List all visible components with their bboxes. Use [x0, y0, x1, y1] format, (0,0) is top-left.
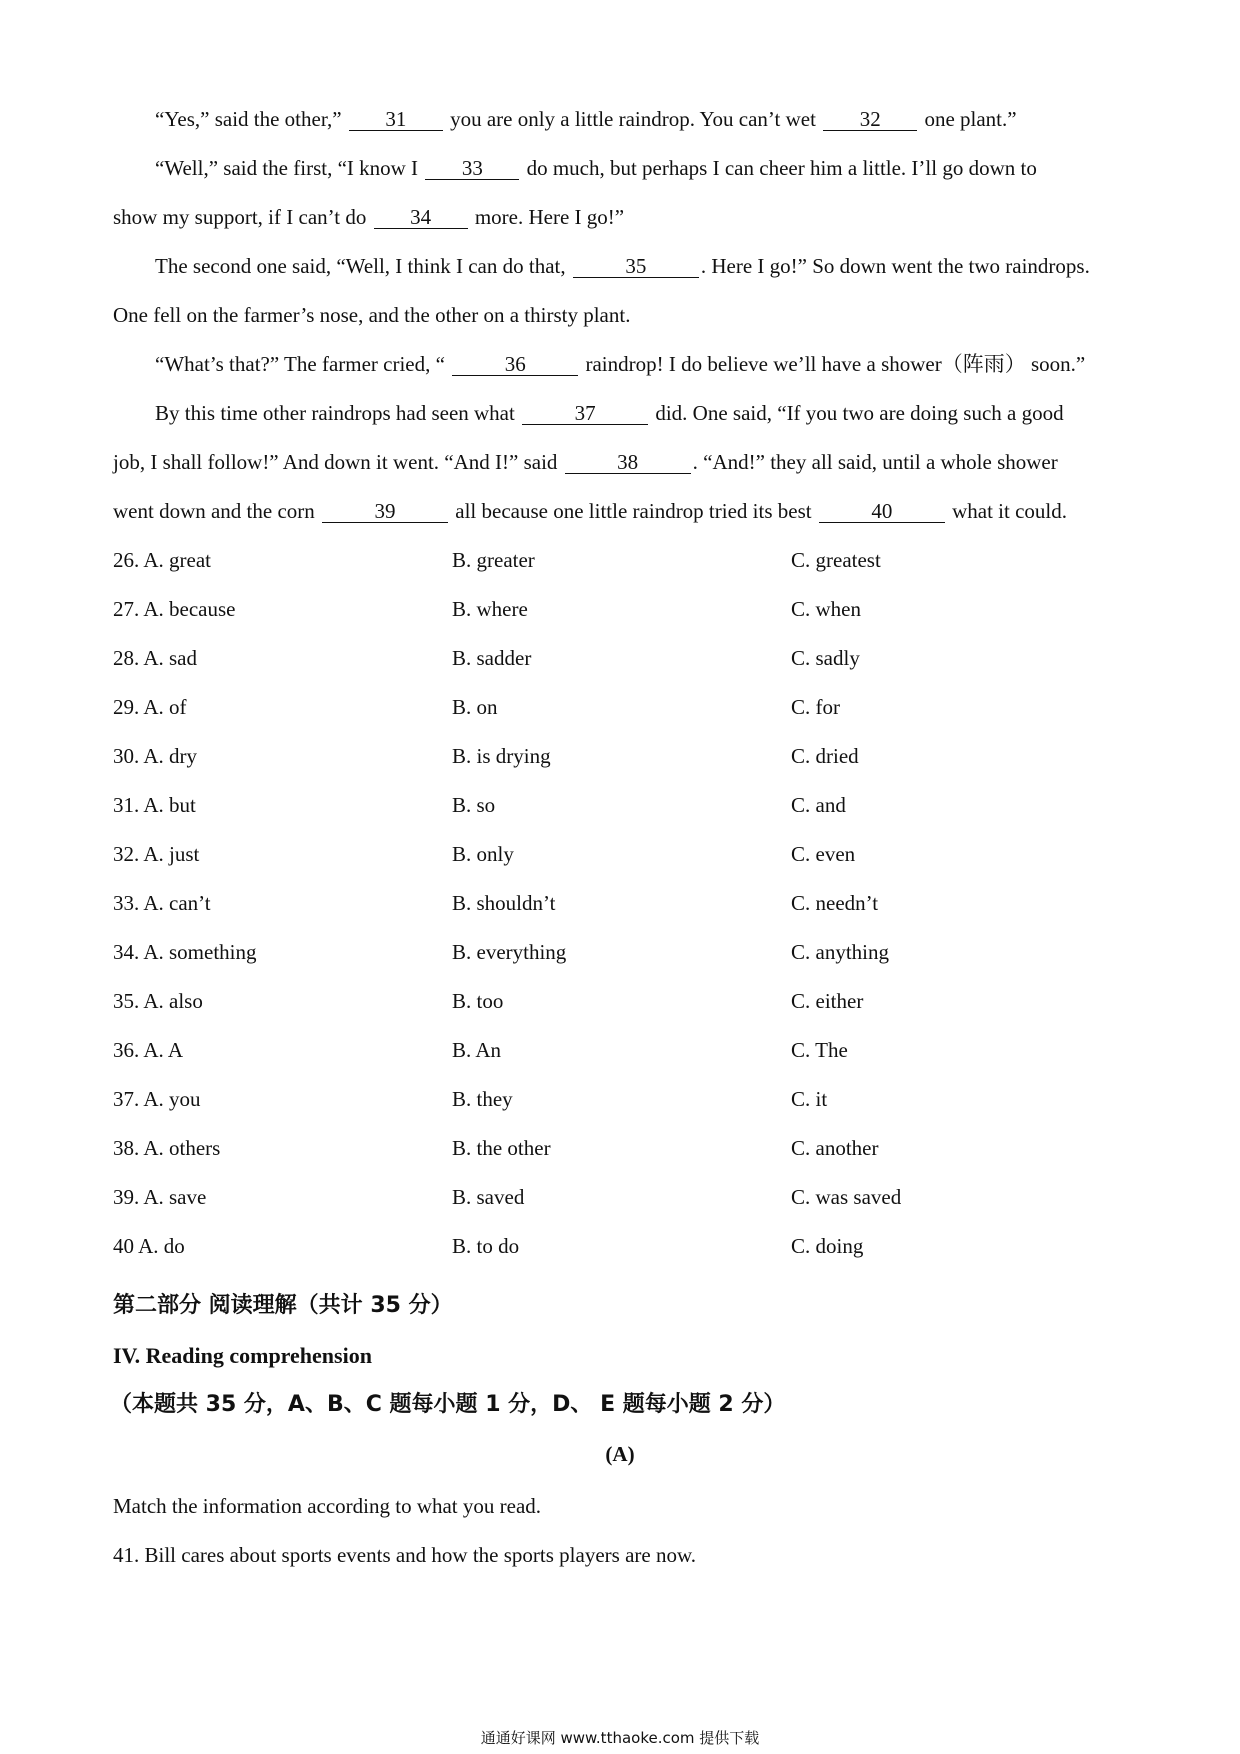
option-a: 33. A. can’t	[113, 891, 211, 915]
text: . “And!” they all said, until a whole shower	[692, 450, 1058, 474]
text: went down and the corn	[113, 499, 315, 523]
blank-38: 38	[565, 451, 691, 474]
option-b: B. greater	[452, 548, 535, 572]
option-a: 37. A. you	[113, 1087, 201, 1111]
option-a: 35. A. also	[113, 989, 203, 1013]
option-b: B. sadder	[452, 646, 532, 670]
text: more. Here I go!”	[474, 205, 625, 229]
option-b: B. An	[452, 1038, 502, 1062]
passage-line-1	[155, 105, 1017, 133]
passage-line-3	[113, 203, 624, 231]
option-c: C. either	[791, 989, 864, 1013]
option-c: C. and	[791, 793, 846, 817]
blank-33: 33	[425, 157, 519, 180]
text: The second one said, “Well, I think I can do that,	[155, 254, 566, 278]
text: you are only a little raindrop. You can’t wet	[450, 107, 816, 131]
text: . Here I go!” So down went the two raindrops.	[700, 254, 1090, 278]
option-c: C. sadly	[791, 646, 860, 670]
instruction: Match the information according to what you read.	[113, 1494, 542, 1518]
passage-line-4	[155, 252, 1090, 280]
text: one plant.”	[924, 107, 1017, 131]
text: did. One said, “If you two are doing such a good	[655, 401, 1064, 425]
option-a: 38. A. others	[113, 1136, 221, 1160]
option-b: B. where	[452, 597, 528, 621]
blank-35: 35	[573, 255, 699, 278]
option-a: 26. A. great	[113, 548, 211, 572]
option-a: 27. A. because	[113, 597, 236, 621]
option-b: B. is drying	[452, 744, 551, 768]
blank-34: 34	[374, 206, 468, 229]
text: One fell on the farmer’s nose, and the other on a thirsty plant.	[113, 303, 631, 327]
blank-31: 31	[349, 108, 443, 131]
option-c: C. dried	[791, 744, 859, 768]
option-b: B. saved	[452, 1185, 525, 1209]
option-b: B. to do	[452, 1234, 520, 1258]
option-c: C. greatest	[791, 548, 881, 572]
option-c: C. anything	[791, 940, 889, 964]
option-a: 39. A. save	[113, 1185, 207, 1209]
blank-40: 40	[819, 500, 945, 523]
part-title: 第二部分 阅读理解（共计 35 分）	[113, 1293, 453, 1318]
option-c: C. for	[791, 695, 840, 719]
option-b: B. they	[452, 1087, 513, 1111]
text: By this time other raindrops had seen what	[155, 401, 515, 425]
blank-37: 37	[522, 402, 648, 425]
option-a: 30. A. dry	[113, 744, 197, 768]
option-c: C. doing	[791, 1234, 864, 1258]
text: “What’s that?” The farmer cried, “	[155, 352, 445, 376]
option-b: B. everything	[452, 940, 567, 964]
text: job, I shall follow!” And down it went. “And I!” said	[113, 450, 558, 474]
option-a: 32. A. just	[113, 842, 200, 866]
passage-label: (A)	[605, 1442, 635, 1466]
passage-line-5	[113, 301, 630, 329]
option-a: 28. A. sad	[113, 646, 197, 670]
option-c: C. was saved	[791, 1185, 902, 1209]
question-41: 41. Bill cares about sports events and how the sports players are now.	[113, 1543, 697, 1567]
option-c: C. another	[791, 1136, 879, 1160]
blank-32: 32	[823, 108, 917, 131]
passage-line-2	[155, 154, 1037, 182]
option-b: B. shouldn’t	[452, 891, 556, 915]
option-a: 34. A. something	[113, 940, 257, 964]
option-a: 40 A. do	[113, 1234, 185, 1258]
option-b: B. too	[452, 989, 504, 1013]
passage-line-8	[113, 448, 1058, 476]
option-b: B. so	[452, 793, 496, 817]
text: raindrop! I do believe we’ll have a shower（阵雨） soon.”	[585, 352, 1086, 376]
section-heading: IV. Reading comprehension	[113, 1343, 372, 1368]
option-b: B. the other	[452, 1136, 551, 1160]
option-a: 29. A. of	[113, 695, 187, 719]
passage-line-9	[113, 497, 1067, 525]
text: “Yes,” said the other,”	[155, 107, 342, 131]
blank-36: 36	[452, 353, 578, 376]
text: “Well,” said the first, “I know I	[155, 156, 419, 180]
scoring-note: （本题共 35 分，A、B、C 题每小题 1 分，D、 E 题每小题 2 分）	[110, 1392, 786, 1417]
option-c: C. when	[791, 597, 861, 621]
option-c: C. it	[791, 1087, 828, 1111]
text: do much, but perhaps I can cheer him a little. I’ll go down to	[526, 156, 1037, 180]
option-b: B. on	[452, 695, 498, 719]
text: show my support, if I can’t do	[113, 205, 367, 229]
option-c: C. even	[791, 842, 856, 866]
text: all because one little raindrop tried its best	[455, 499, 812, 523]
option-a: 31. A. but	[113, 793, 196, 817]
option-b: B. only	[452, 842, 514, 866]
blank-39: 39	[322, 500, 448, 523]
option-c: C. The	[791, 1038, 848, 1062]
passage-line-6	[155, 350, 1085, 378]
page-footer: 通通好课网 www.tthaoke.com 提供下载	[480, 1729, 760, 1747]
text: what it could.	[952, 499, 1067, 523]
option-a: 36. A. A	[113, 1038, 184, 1062]
passage-line-7	[155, 399, 1064, 427]
option-c: C. needn’t	[791, 891, 879, 915]
